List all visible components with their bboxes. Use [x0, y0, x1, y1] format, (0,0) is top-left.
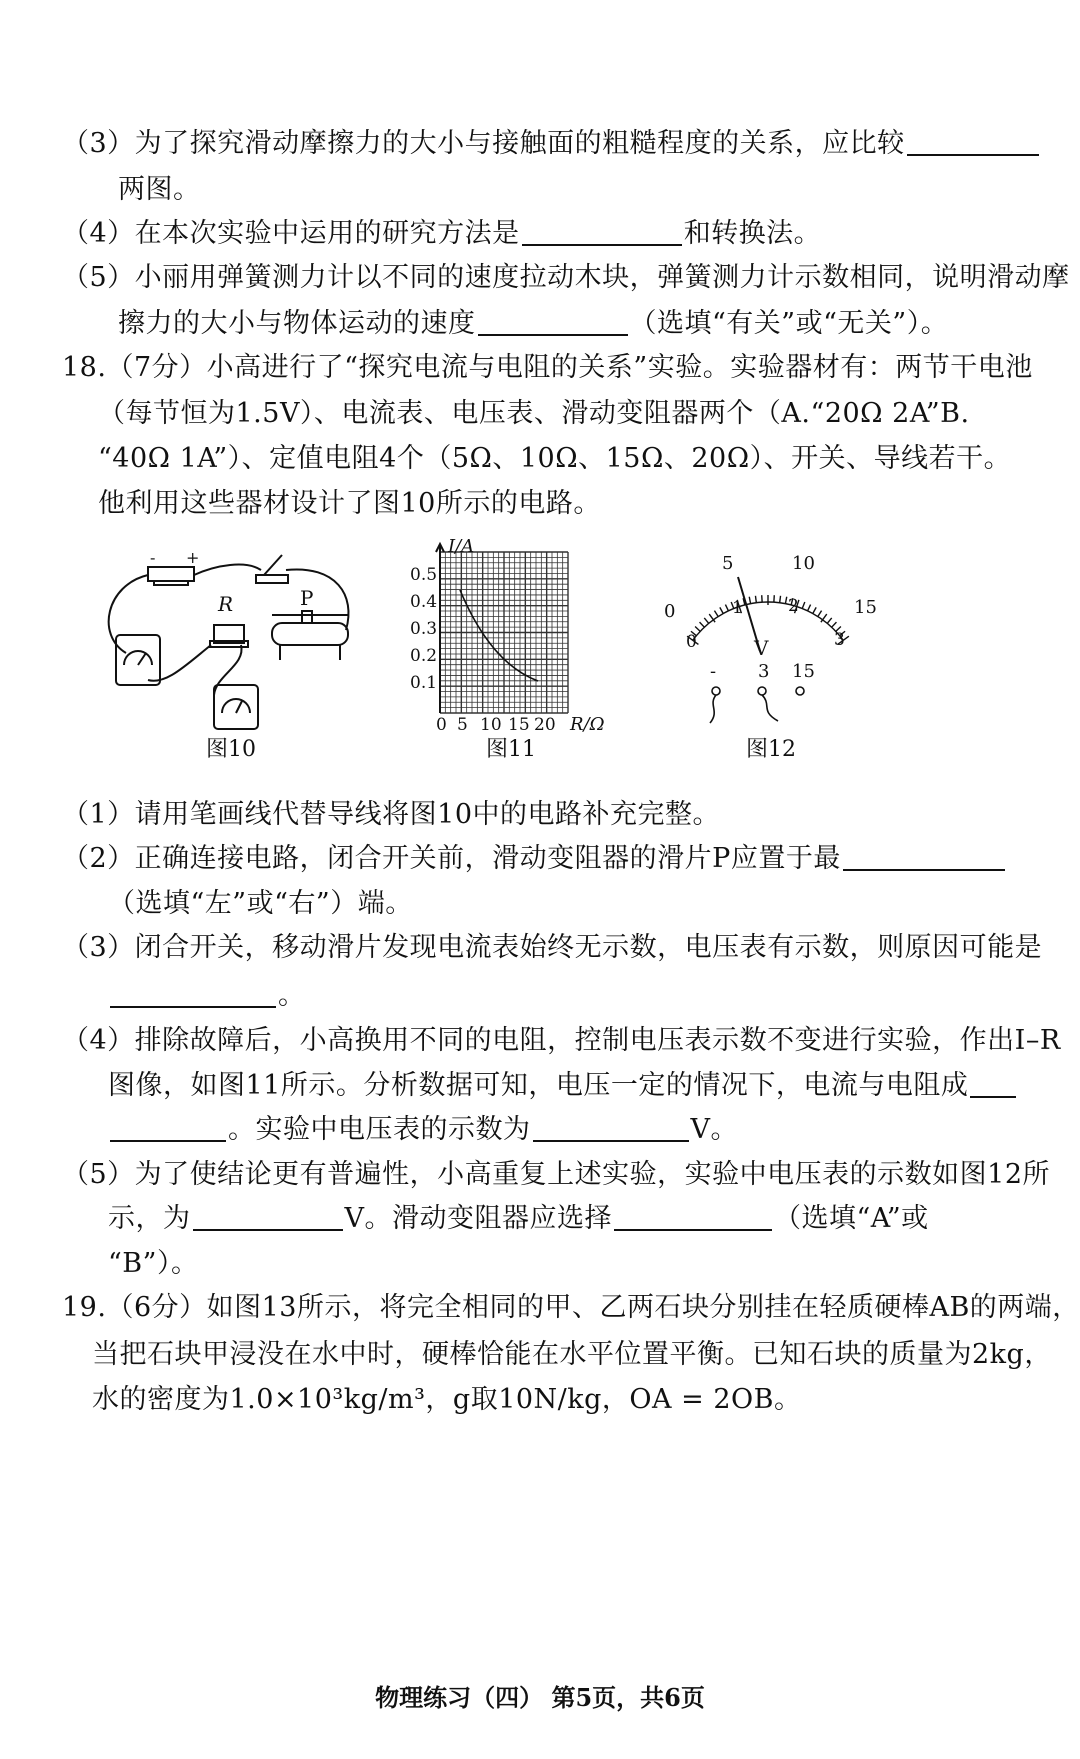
q18-line2: （每节恒为1.5V）、电流表、电压表、滑动变阻器两个（A.“20Ω 2A”B. [98, 398, 970, 429]
answer-blank[interactable] [533, 1114, 689, 1142]
q18-part5-line2: 示，为 V。滑动变阻器应选择 （选填“A”或 [108, 1203, 929, 1234]
answer-blank[interactable] [110, 1114, 226, 1142]
y-tick: 0.5 [410, 565, 438, 585]
q18-part4-line2: 图像，如图11所示。分析数据可知，电压一定的情况下，电流与电阻成 [108, 1068, 1018, 1104]
q17-part3-line1: （3）为了探究滑动摩擦力的大小与接触面的粗糙程度的关系，应比较 [62, 126, 1041, 162]
figure-10-caption: 图10 [206, 737, 256, 762]
q18-part2-line2: （选填“左”或“右”）端。 [108, 888, 413, 919]
x-tick: 10 [480, 715, 502, 735]
q17-part5-line2: 擦力的大小与物体运动的速度 （选填“有关”或“无关”）。 [118, 308, 949, 339]
q18-part3-line2: 。 [108, 978, 306, 1014]
figure-12-voltmeter [660, 545, 890, 735]
inner-scale-label: 0 [686, 632, 697, 652]
page-footer: 物理练习（四） 第5页，共6页 [375, 1683, 705, 1712]
q17-part3-line2: 两图。 [118, 174, 201, 205]
outer-scale-label: 5 [722, 553, 734, 574]
terminal-label: 3 [758, 661, 770, 682]
q18-line3: “40Ω 1A”）、定值电阻4个（5Ω、10Ω、15Ω、20Ω）、开关、导线若干。 [98, 443, 1012, 474]
figure-10-circuit [96, 545, 396, 735]
y-tick: 0.1 [410, 673, 438, 693]
answer-blank[interactable] [478, 308, 628, 336]
q18-part4-line1: （4）排除故障后，小高换用不同的电阻，控制电压表示数不变进行实验，作出I–R [62, 1025, 1061, 1056]
q19-line1: 19.（6分）如图13所示，将完全相同的甲、乙两石块分别挂在轻质硬棒AB的两端， [62, 1292, 1080, 1323]
q19-line2: 当把石块甲浸没在水中时，硬棒恰能在水平位置平衡。已知石块的质量为2kg， [92, 1339, 1052, 1370]
outer-scale-label: 0 [664, 601, 676, 622]
inner-scale-label: 1 [732, 598, 743, 618]
answer-blank[interactable] [522, 218, 682, 246]
q18-part5-line1: （5）为了使结论更有普遍性，小高重复上述实验，实验中电压表的示数如图12所 [62, 1159, 1051, 1190]
figure-11-graph [408, 538, 618, 738]
terminal-label: - [710, 661, 717, 682]
y-tick: 0.4 [410, 592, 438, 612]
q17-part5-line1: （5）小丽用弹簧测力计以不同的速度拉动木块，弹簧测力计示数相同，说明滑动摩 [62, 262, 1070, 293]
x-axis-label: R/Ω [570, 714, 605, 735]
q18-part2-line1: （2）正确连接电路，闭合开关前，滑动变阻器的滑片P应置于最 [62, 841, 1007, 877]
q19-line3: 水的密度为1.0×10³kg/m³，g取10N/kg，OA = 2OB。 [92, 1384, 802, 1415]
answer-blank[interactable] [843, 843, 1005, 871]
slider-label: P [300, 586, 314, 610]
q18-part4-line3: 。实验中电压表的示数为 V。 [108, 1112, 738, 1148]
inner-scale-label: 2 [788, 596, 799, 616]
x-tick: 20 [534, 715, 556, 735]
answer-blank[interactable] [193, 1203, 343, 1231]
figure-12-caption: 图12 [746, 737, 796, 762]
answer-blank[interactable] [907, 128, 1039, 156]
q18-part1: （1）请用笔画线代替导线将图10中的电路补充完整。 [62, 799, 721, 830]
voltmeter-unit: V [754, 636, 769, 660]
y-tick: 0.3 [410, 619, 438, 639]
outer-scale-label: 10 [792, 553, 815, 574]
battery-minus-label: - [150, 548, 156, 567]
q18-part5-line3: “B”）。 [108, 1248, 199, 1279]
resistor-label: R [218, 592, 234, 616]
answer-blank[interactable] [110, 980, 276, 1008]
battery-plus-label: + [186, 548, 200, 567]
x-tick: 5 [457, 715, 468, 735]
q18-line4: 他利用这些器材设计了图10所示的电路。 [98, 488, 601, 519]
q18-line1: 18.（7分）小高进行了“探究电流与电阻的关系”实验。实验器材有：两节干电池 [62, 352, 1033, 383]
y-tick: 0.2 [410, 646, 438, 666]
q18-part3-line1: （3）闭合开关，移动滑片发现电流表始终无示数，电压表有示数，则原因可能是 [62, 932, 1043, 963]
terminal-label: 15 [792, 661, 815, 682]
figure-11-caption: 图11 [486, 737, 536, 762]
outer-scale-label: 15 [854, 597, 877, 618]
answer-blank[interactable] [614, 1203, 772, 1231]
inner-scale-label: 3 [834, 630, 845, 650]
q17-part4: （4）在本次实验中运用的研究方法是 和转换法。 [62, 218, 822, 249]
x-tick: 0 [436, 715, 447, 735]
y-axis-label: I/A [448, 538, 475, 557]
x-tick: 15 [508, 715, 530, 735]
answer-blank[interactable] [970, 1070, 1016, 1098]
